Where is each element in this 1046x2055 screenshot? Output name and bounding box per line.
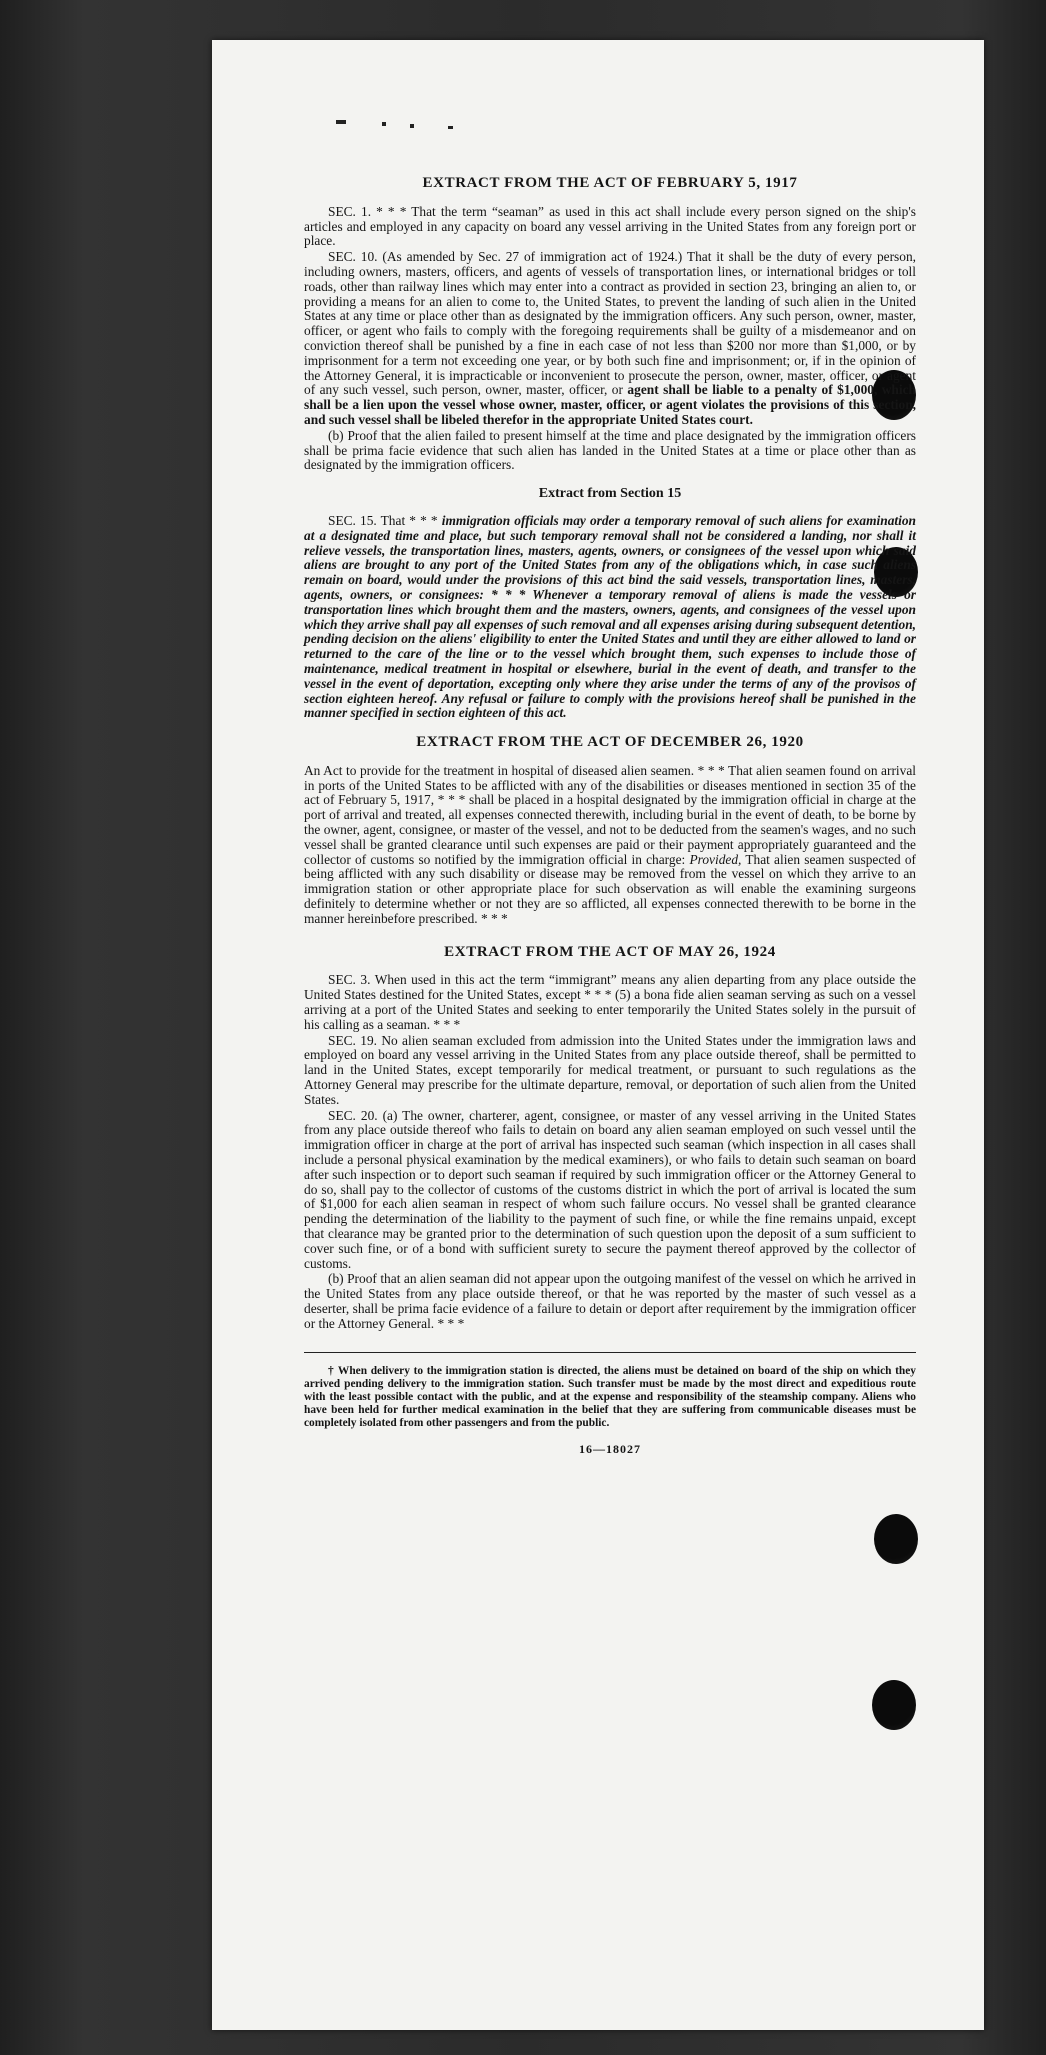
heading-act-1924: EXTRACT FROM THE ACT OF MAY 26, 1924: [444, 943, 776, 960]
section-1: SEC. 1. * * * That the term “seaman” as used in this act shall include every person signed on the ship's articles and employed in any capacity on board any vessel arriving in the United States from any foreign port or place.: [304, 203, 916, 249]
punch-hole: [874, 1514, 918, 1564]
heading-act-1917: EXTRACT FROM THE ACT OF FEBRUARY 5, 1917: [422, 175, 798, 191]
section-19: SEC. 19. No alien seaman excluded from admission into the United States under the immigration laws and employed on board any vessel arriving in the United States from any place outside thereof, shall be permitted to land in the United States, except temporarily for medical treatment, or pursuant to such regulations as the Attorney General may prescribe for the ultimate departure, removal, or deportation of such alien from the United States.: [304, 1032, 916, 1107]
document-body: [304, 170, 916, 1456]
act-1920-part-a: An Act to provide for the treatment in hospital of diseased alien seamen. * * * That alien seamen found on arrival in ports of the United States to be afflicted with any of the disabilities or diseases mentioned in section 35 of the act of February 5, 1917, * * * shall be placed in a hospital designated by the immigration official in charge at the port of arrival and treated, all expenses connected therewith, including burial in the event of death, to be borne by the owner, agent, consignee, or master of the vessel, and not to be deducted from the seamen's wages, and no such vessel shall be granted clearance until such expenses are paid or their payment appropriately guaranteed and the collector of customs so notified by the immigration official in charge:: [304, 762, 916, 867]
section-10b: (b) Proof that the alien failed to present himself at the time and place designated by the immigration officers shall be prima facie evidence that such alien has landed in the United States at a time or place other than as designated by the immigration officers.: [304, 427, 916, 473]
section-20a: SEC. 20. (a) The owner, charterer, agent, consignee, or master of any vessel arriving in the United States from any place outside thereof who fails to detain on board any alien seaman employed on such vessel until the immigration officer in charge at the port of arrival has inspected such seaman (which inspection in all cases shall include a personal physical examination by the medical examiners), or who fails to detain such seaman on board after such inspection or to deport such seaman if required by such immigration officer or the Attorney General to do so, shall pay to the collector of customs of the customs district in which the port of arrival is located the sum of $1,000 for each alien seaman in respect of whom such failure occurs. No vessel shall be granted clearance pending the determination of the liability to the payment of such fine, or while the fine remains unpaid, except that clearance may be granted prior to the determination of such question upon the deposit of a sum sufficient to cover such fine, or of a bond with sufficient surety to secure the payment thereof approved by the collector of customs.: [304, 1107, 916, 1271]
section-10: [304, 250, 916, 428]
section-15-text: immigration officials may order a temporary removal of such aliens for examination at a designated time and place, but such temporary removal shall not be considered a landing, nor shall it relieve vessels, the transportation lines, masters, agents, owners, or consignees of the vessel upon which said aliens are brought to any port of the United States from any of the obligations which, in case such aliens remain on board, would under the provisions of this act bind the said vessels, transportation lines, masters, agents, owners, or consignees: * * * Whenever a temporary removal of aliens is made the vessels or transportation lines which brought them and the masters, owners, agents, and consignees of the vessel upon which they arrive shall pay all expenses of such removal and all expenses arising during subsequent detention, pending decision on the aliens' eligibility to enter the United States and until they are either allowed to land or returned to the care of the line or to the vessel which brought them, such expenses to include those of maintenance, medical treatment in hospital or elsewhere, burial in the event of death, and transfer to the vessel in the event of deportation, excepting only where they arise under the terms of any of the provisos of section eighteen hereof. Any refusal or failure to comply with the provisions hereof shall be punished in the manner specified in section eighteen of this act.: [304, 512, 916, 721]
heading-act-1920: EXTRACT FROM THE ACT OF DECEMBER 26, 1920: [416, 734, 804, 751]
section-15-lead: SEC. 15. That * * *: [328, 512, 442, 528]
heading-section-15: Extract from Section 15: [538, 486, 682, 502]
section-3: SEC. 3. When used in this act the term “immigrant” means any alien departing from any place outside the United States destined for the United States, except * * * (5) a bona fide alien seaman serving as such on a vessel arriving at a port of the United States and seeking to enter temporarily the United States solely in the pursuit of his calling as a seaman. * * *: [304, 972, 916, 1032]
footnote-divider: [304, 1352, 916, 1353]
section-10-penalty: agent shall be liable to a penalty of $1,000, which shall be a lien upon the vessel whose owner, master, officer, or agent violates the provisions of this section, and such vessel shall be libeled therefor in the appropriate United States court.: [304, 382, 916, 427]
scan-speck: [410, 124, 414, 128]
section-10-text: SEC. 10. (As amended by Sec. 27 of immigration act of 1924.) That it shall be the duty of every person, including owners, masters, officers, and agents of vessels of transportation lines, or international bridges or toll roads, other than railway lines which may enter into a contract as provided in section 23, bringing an alien to, or providing a means for an alien to come to, the United States, to prevent the landing of such alien in the United States at any time or place other than as designated by the immigration officers. Any such person, owner, master, officer, or agent who fails to comply with the foregoing requirements shall be guilty of a misdemeanor and on conviction thereof shall be punished by a fine in each case of not less than $200 nor more than $1,000, or by imprisonment for a term not exceeding one year, or by both such fine and imprisonment; or, if in the opinion of the Attorney General, it is impracticable or inconvenient to prosecute the person, owner, master, officer, or agent of any such vessel, such person, owner, master, officer, or: [304, 249, 916, 398]
act-1920-provided: Provided,: [689, 851, 742, 867]
punch-hole: [872, 1680, 916, 1730]
footnote: † When delivery to the immigration station is directed, the aliens must be detained on board of the ship on which they arrived pending delivery to the immigration station. Such transfer must be made by the most direct and expeditious route with the least possible contact with the public, and at the expense and responsibility of the steamship company. Aliens who have been held for further medical examination in the belief that they are suffering from communicable diseases must be completely isolated from other passengers and from the public.: [304, 1364, 916, 1429]
section-20b: (b) Proof that an alien seaman did not appear upon the outgoing manifest of the vessel on which he arrived in the United States from any place outside thereof, or that he was reported by the master of such vessel as a deserter, shall be prima facie evidence of a failure to detain or deport after requirement by the immigration officer or the Attorney General. * * *: [304, 1271, 916, 1331]
scan-speck: [382, 122, 386, 126]
scan-speck: [448, 126, 453, 129]
act-1920-part-b: That alien seamen suspected of being afflicted with any such disability or disease may be removed from the vessel on which they arrive to an immigration station or other appropriate place for such observation as will enable the examining surgeons definitely to determine whether or not they are so afflicted, all expenses connected therewith to be borne in the manner hereinbefore prescribed. * * *: [304, 851, 916, 926]
document-page: [212, 40, 984, 2030]
act-1920-text: [304, 764, 916, 927]
scan-speck: [336, 120, 346, 124]
section-15: [304, 514, 916, 721]
page-number: 16—18027: [579, 1441, 641, 1456]
